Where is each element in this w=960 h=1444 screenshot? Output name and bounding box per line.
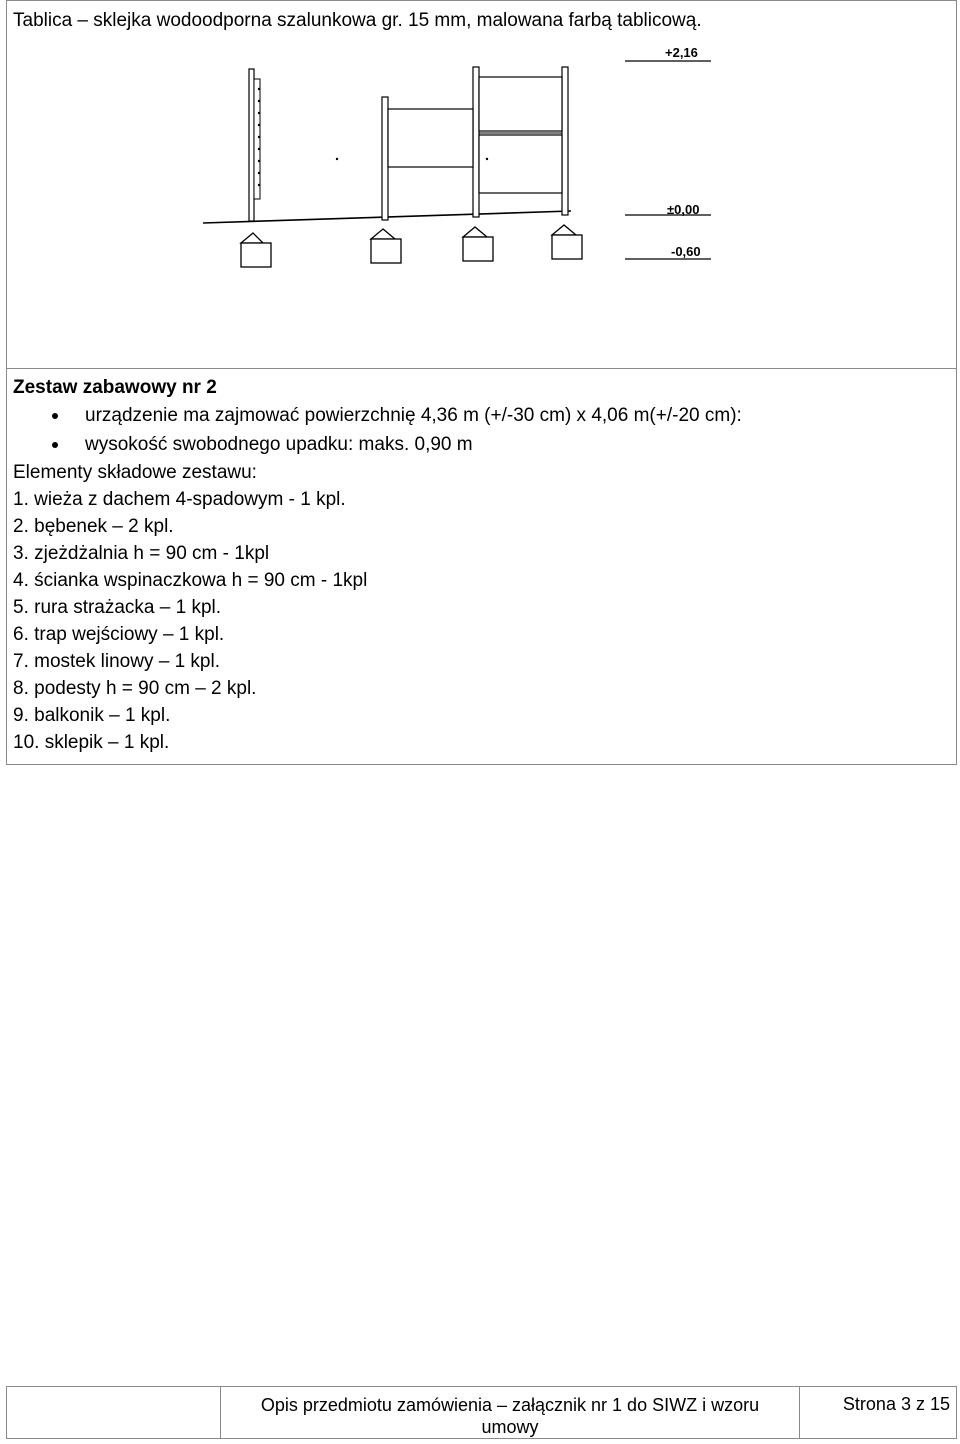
element-item: 10. sklepik – 1 kpl. (13, 732, 170, 753)
footer-page-number: Strona 3 z 15 (800, 1386, 957, 1439)
element-item: 5. rura strażacka – 1 kpl. (13, 597, 222, 618)
bullet-dot-icon (52, 413, 58, 419)
bullet-item (85, 405, 742, 427)
drawing-cell (7, 1, 956, 369)
drawing-caption: Tablica – sklejka wodoodporna szalunkowa gr. 15 mm, malowana farbą tablicową. (13, 10, 702, 31)
element-item: 9. balkonik – 1 kpl. (13, 705, 171, 726)
set-title: Zestaw zabawowy nr 2 (13, 377, 217, 398)
level-label-zero: ±0,00 (667, 202, 700, 217)
element-item: 2. bębenek – 2 kpl. (13, 516, 174, 537)
level-label-top: +2,16 (665, 45, 698, 60)
level-label-bottom: -0,60 (671, 244, 701, 259)
bullet-text: wysokość swobodnego upadku: maks. 0,90 m (85, 434, 473, 455)
element-item: 6. trap wejściowy – 1 kpl. (13, 624, 225, 645)
technical-drawing (197, 39, 717, 274)
element-item: 1. wieża z dachem 4-spadowym - 1 kpl. (13, 489, 346, 510)
element-item: 7. mostek linowy – 1 kpl. (13, 651, 220, 672)
content-table (6, 0, 957, 765)
page-footer (6, 1386, 957, 1439)
element-item: 4. ścianka wspinaczkowa h = 90 cm - 1kpl (13, 570, 368, 591)
elements-heading: Elementy składowe zestawu: (13, 462, 257, 483)
element-item: 8. podesty h = 90 cm – 2 kpl. (13, 678, 257, 699)
element-item: 3. zjeżdżalnia h = 90 cm - 1kpl (13, 543, 270, 564)
bullet-dot-icon (52, 442, 58, 448)
bullet-item (85, 434, 473, 456)
footer-empty-cell (6, 1386, 220, 1439)
footer-description: Opis przedmiotu zamówienia – załącznik nr 1 do SIWZ i wzoru umowy (220, 1386, 800, 1439)
bullet-text: urządzenie ma zajmować powierzchnię 4,36 m (+/-30 cm) x 4,06 m(+/-20 cm): (85, 405, 742, 426)
